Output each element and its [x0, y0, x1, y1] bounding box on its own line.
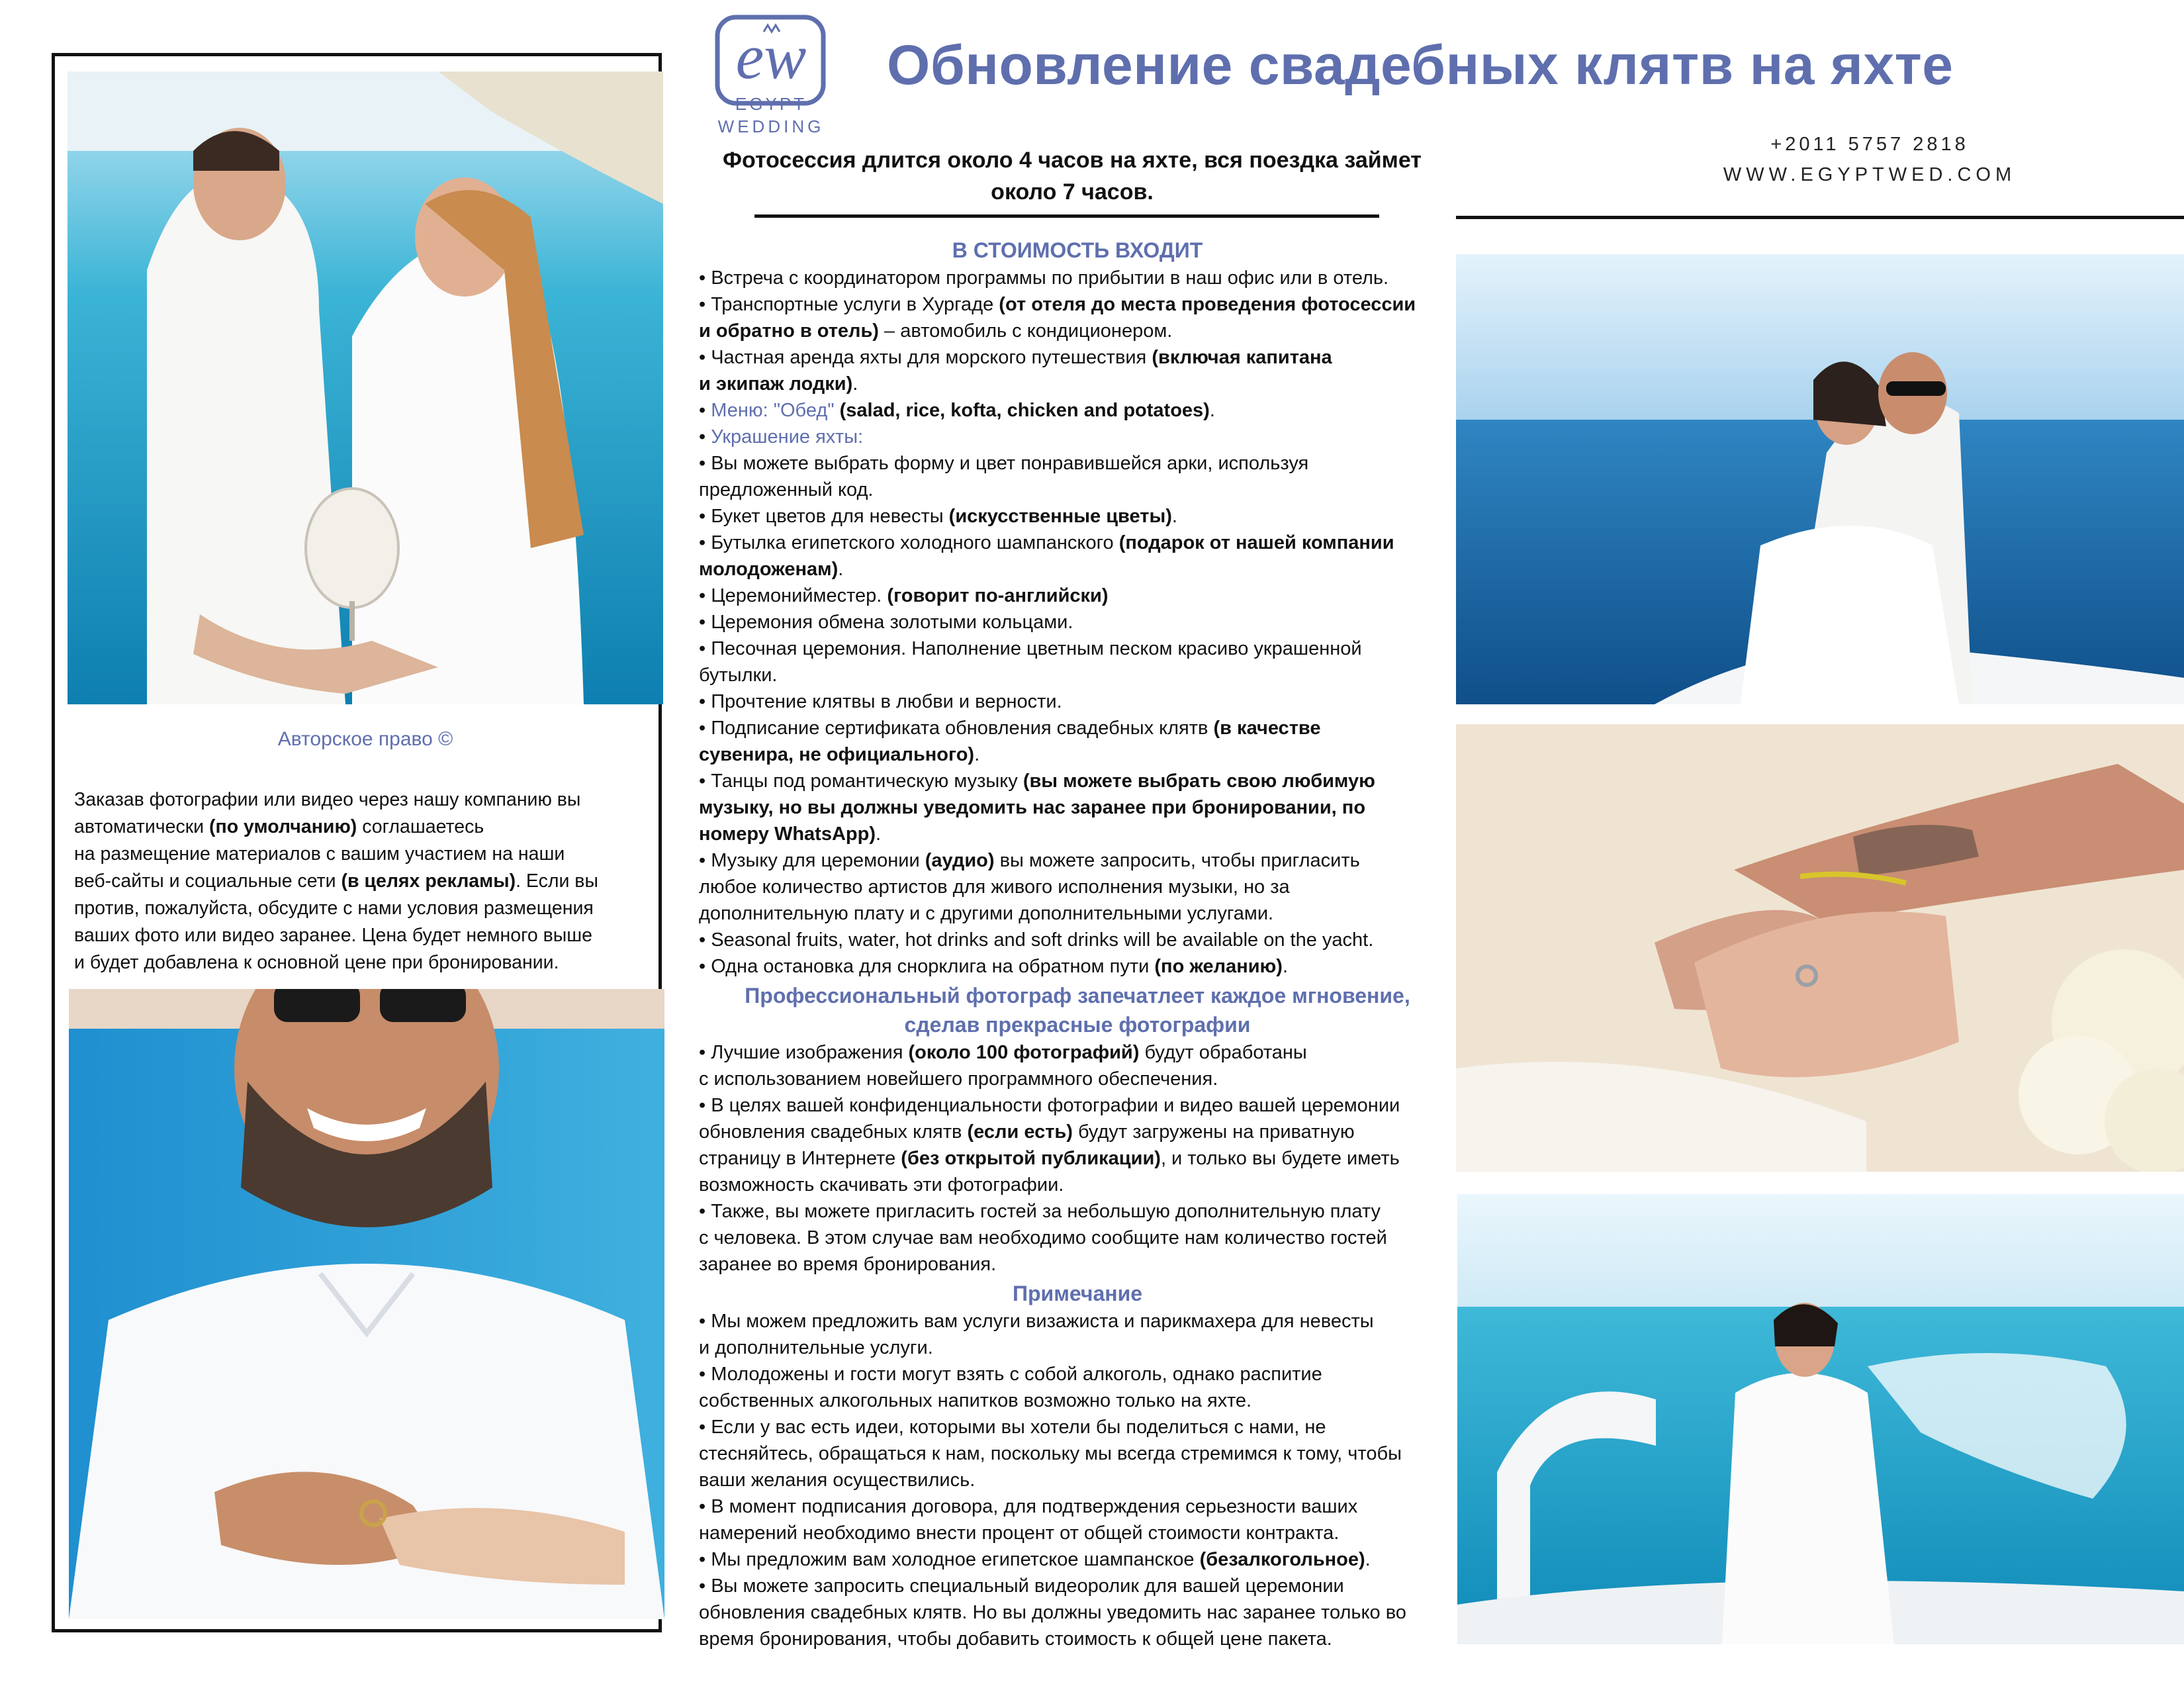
included-bold-text: (от отеля до места проведения фотосессии — [999, 294, 1416, 315]
copyright-bold-text: (по умолчанию) — [209, 816, 357, 837]
included-bold-text: молодоженам) — [699, 559, 839, 580]
included-bold-text: (говорит по-английски) — [887, 585, 1109, 606]
included-line: • Вы можете выбрать форму и цвет понравившейся арки, используя — [699, 453, 1309, 474]
photographer-line: • Также, вы можете пригласить гостей за небольшую дополнительную плату — [699, 1201, 1381, 1222]
included-list — [699, 265, 1456, 980]
photographer-line: возможность скачивать эти фотографии. — [699, 1174, 1064, 1196]
included-bold-text: (подарок от нашей компании — [1118, 532, 1394, 553]
included-highlight: Украшение яхты: — [711, 426, 864, 447]
included-line: любое количество артистов для живого исполнения музыки, но за — [699, 876, 1290, 898]
included-line: сувенира, не официального). — [699, 744, 980, 765]
photographer-bold-text: (около 100 фотографий) — [908, 1042, 1140, 1063]
copyright-bold-text: (в целях рекламы) — [341, 870, 516, 892]
note-title: Примечание — [1012, 1282, 1143, 1305]
bride-yacht-photo — [1457, 1194, 2184, 1644]
included-line — [699, 794, 1456, 821]
note-line: время бронирования, чтобы добавить стоимость к общей цене пакета. — [699, 1628, 1332, 1650]
included-line: молодоженам). — [699, 559, 844, 580]
included-bold-text: (в качестве — [1213, 718, 1321, 739]
included-bold-text: (включая капитана — [1152, 347, 1332, 368]
copyright-title: Авторское право © — [277, 728, 453, 750]
note-line: и дополнительные услуги. — [699, 1337, 933, 1358]
included-line: • Бутылка египетского холодного шампанского (подарок от нашей компании — [699, 532, 1394, 553]
copyright-line: на размещение материалов с вашим участием на наши — [74, 843, 565, 865]
included-line: предложенный код. — [699, 479, 874, 500]
included-line: • Встреча с координатором программы по прибытии в наш офис или в отель. — [699, 267, 1389, 289]
photographer-line: с человека. В этом случае вам необходимо сообщите нам количество гостей — [699, 1227, 1387, 1248]
included-bold-text: (искусственные цветы) — [948, 506, 1172, 527]
included-bold-text: музыку, но вы должны уведомить нас заранее при бронировании, по — [699, 797, 1366, 818]
subtitle-line-1: Фотосессия длится около 4 часов на яхте, вся поездка займет — [723, 148, 1422, 173]
note-line: • Мы предложим вам холодное египетское шампанское (безалкогольное). — [699, 1549, 1371, 1570]
phone-number: +2011 5757 2818 — [1770, 134, 1969, 155]
included-line: дополнительную плату и с другими дополнительными услугами. — [699, 903, 1274, 924]
photographer-line: • Лучшие изображения (около 100 фотографий) будут обработаны — [699, 1042, 1307, 1063]
photographer-bold-text: (если есть) — [967, 1121, 1073, 1143]
included-bold-text: номеру WhatsApp) — [699, 823, 876, 845]
included-line: бутылки. — [699, 665, 778, 686]
included-line: • Seasonal fruits, water, hot drinks and soft drinks will be available on the yacht. — [699, 929, 1374, 951]
note-bold-text: (безалкогольное) — [1199, 1549, 1365, 1570]
included-line: • Одна остановка для снорклига на обратном пути (по желанию). — [699, 956, 1289, 977]
photographer-line: заранее во время бронирования. — [699, 1254, 997, 1275]
note-list — [699, 1308, 1456, 1652]
egypt-wedding-logo — [695, 12, 867, 138]
included-highlight: Меню: "Обед" — [711, 400, 840, 421]
note-line: • Мы можем предложить вам услуги визажиста и парикмахера для невесты — [699, 1311, 1374, 1332]
included-line: • Церемонийместер. (говорит по-английски) — [699, 585, 1109, 606]
copyright-line: ваших фото или видео заранее. Цена будет немного выше — [74, 925, 592, 946]
note-line: стесняйтесь, обращаться к нам, поскольку мы всегда стремимся к тому, чтобы — [699, 1443, 1402, 1464]
couple-yacht-photo — [1456, 254, 2184, 704]
photographer-title-2: сделав прекрасные фотографии — [904, 1013, 1251, 1037]
photographer-line: • В целях вашей конфиденциальности фотографии и видео вашей церемонии — [699, 1095, 1400, 1116]
included-title: В СТОИМОСТЬ ВХОДИТ — [952, 238, 1203, 262]
note-line: • Вы можете запросить специальный видеоролик для вашей церемонии — [699, 1575, 1344, 1597]
groom-ring-photo — [69, 989, 664, 1619]
copyright-text — [74, 786, 643, 976]
included-line: • Букет цветов для невесты (искусственные цветы). — [699, 506, 1177, 527]
included-bold-text: и обратно в отель) — [699, 320, 879, 342]
included-bold-text: и экипаж лодки) — [699, 373, 853, 395]
svg-text:EGYPT: EGYPT — [735, 94, 807, 114]
included-line: • Меню: "Обед" (salad, rice, kofta, chicken and potatoes). — [699, 400, 1215, 421]
copyright-line: против, пожалуйста, обсудите с нами условия размещения — [74, 898, 594, 919]
note-line: • Если у вас есть идеи, которыми вы хотели бы поделиться с нами, не — [699, 1417, 1326, 1438]
included-bold-text: (аудио) — [925, 850, 995, 871]
included-line: • Танцы под романтическую музыку (вы можете выбрать свою любимую — [699, 771, 1375, 792]
note-line: • Молодожены и гости могут взять с собой алкоголь, однако распитие — [699, 1364, 1322, 1385]
included-bold-text: сувенира, не официального) — [699, 744, 975, 765]
included-line: • Песочная церемония. Наполнение цветным песком красиво украшенной — [699, 638, 1362, 659]
included-line: номеру WhatsApp). — [699, 823, 882, 845]
photographer-bold-text: (без открытой публикации) — [901, 1148, 1161, 1169]
photographer-line: страницу в Интернете (без открытой публикации), и только вы будете иметь — [699, 1148, 1400, 1169]
photographer-line: обновления свадебных клятв (если есть) будут загружены на приватную — [699, 1121, 1355, 1143]
included-line: • Подписание сертификата обновления свадебных клятв (в качестве — [699, 718, 1321, 739]
included-bold-text: (salad, rice, kofta, chicken and potatoes) — [839, 400, 1210, 421]
photographer-list — [699, 1039, 1456, 1278]
included-line: и экипаж лодки). — [699, 373, 858, 395]
included-line: • Прочтение клятвы в любви и верности. — [699, 691, 1062, 712]
included-line: и обратно в отель) – автомобиль с кондиционером. — [699, 320, 1173, 342]
copyright-line: Заказав фотографии или видео через нашу компанию вы — [74, 789, 581, 810]
note-line: намерений необходимо внести процент от общей стоимости контракта. — [699, 1523, 1340, 1544]
included-line: • Транспортные услуги в Хургаде (от отеля до места проведения фотосессии — [699, 294, 1416, 315]
included-line: • Церемония обмена золотыми кольцами. — [699, 612, 1073, 633]
included-bold-text: (вы можете выбрать свою любимую — [1023, 771, 1375, 792]
page-title: Обновление свадебных клятв на яхте — [887, 34, 1954, 96]
note-line: собственных алкогольных напитков возможно только на яхте. — [699, 1390, 1252, 1411]
website-url: WWW.EGYPTWED.COM — [1723, 164, 2017, 185]
note-line: обновления свадебных клятв. Но вы должны уведомить нас заранее только во — [699, 1602, 1406, 1623]
included-line: • Частная аренда яхты для морского путешествия (включая капитана — [699, 347, 1332, 368]
package-details — [699, 236, 1456, 1652]
hands-rings-photo — [1456, 724, 2184, 1172]
photographer-line: с использованием новейшего программного обеспечения. — [699, 1068, 1218, 1090]
tour-duration-subtitle — [675, 144, 1469, 208]
photographer-title-1: Профессиональный фотограф запечатлеет каждое мгновение, — [745, 984, 1410, 1008]
subtitle-divider — [754, 214, 1379, 218]
copyright-line: веб-сайты и социальные сети (в целях рекламы). Если вы — [74, 870, 598, 892]
included-line: • Музыку для церемонии (аудио) вы можете запросить, чтобы пригласить — [699, 850, 1360, 871]
note-line: ваши желания осуществились. — [699, 1470, 976, 1491]
included-line: • Украшение яхты: — [699, 426, 864, 447]
note-line: • В момент подписания договора, для подтверждения серьезности ваших — [699, 1496, 1358, 1517]
copyright-line: и будет добавлена к основной цене при бронировании. — [74, 952, 559, 973]
svg-text:ew: ew — [735, 21, 807, 92]
couple-kiss-photo — [68, 71, 663, 704]
copyright-line: автоматически (по умолчанию) соглашаетесь — [74, 816, 484, 837]
header-divider — [1456, 216, 2184, 219]
svg-text:WEDDING: WEDDING — [717, 117, 825, 136]
subtitle-line-2: около 7 часов. — [991, 179, 1154, 205]
included-bold-text: (по желанию) — [1154, 956, 1283, 977]
